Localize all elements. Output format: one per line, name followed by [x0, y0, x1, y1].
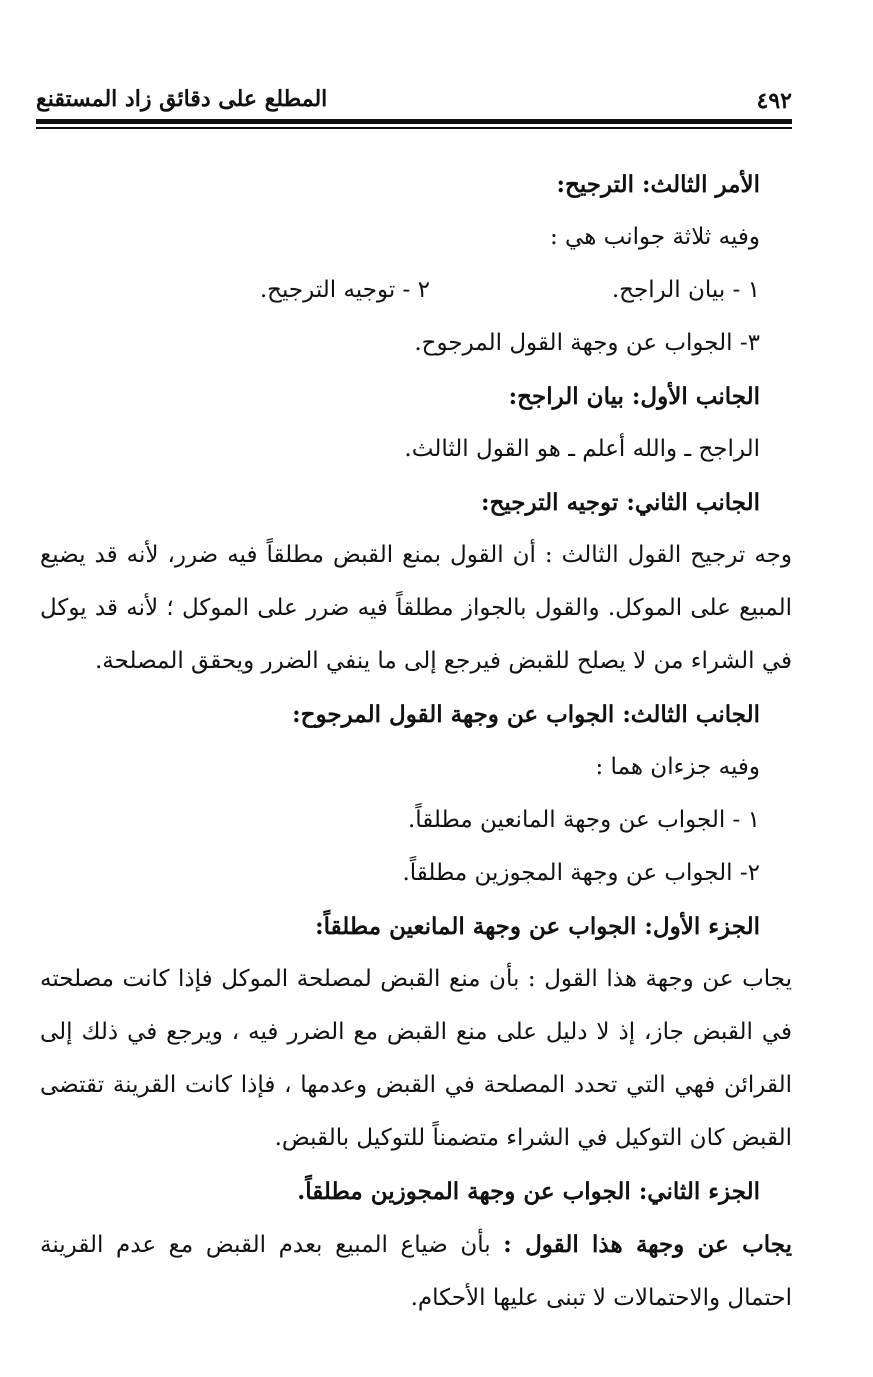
list-item: ١ - بيان الراجح. — [611, 277, 760, 303]
section-heading: الجانب الثالث: الجواب عن وجهة القول المرجوح: — [292, 701, 760, 728]
text-line: وفيه ثلاثة جوانب هي : — [550, 224, 760, 250]
paragraph: وجه ترجيح القول الثالث : أن القول بمنع القبض مطلقاً فيه ضرر، لأنه قد يضيع المبيع على الموكل. والقول بالجواز مطلقاً فيه ضرر على الموكل ؛ لأنه قد يوكل في الشراء من لا يصلح للقبض فيرجع إلى ما ينفي الضرر ويحقق المصلحة. — [40, 542, 792, 674]
paragraph-text: بأن ضياع المبيع بعدم القبض مع عدم القرينة احتمال والاحتمالات لا تبنى عليها الأحكام. — [40, 1232, 792, 1311]
list-item: ٢ - توجيه الترجيح. — [259, 277, 430, 303]
page-header — [36, 84, 792, 114]
running-title: المطلع على دقائق زاد المستقنع — [36, 86, 328, 112]
list-item: ١ - الجواب عن وجهة المانعين مطلقاً. — [407, 807, 760, 833]
section-heading: الأمر الثالث: الترجيح: — [556, 171, 760, 198]
text-line: وفيه جزءان هما : — [595, 754, 760, 780]
list-item: ٢- الجواب عن وجهة المجوزين مطلقاً. — [402, 860, 760, 886]
section-heading: الجزء الأول: الجواب عن وجهة المانعين مطلقاً: — [315, 913, 760, 940]
page-body — [40, 158, 792, 1325]
header-rule-thin — [36, 127, 792, 129]
list-item: ٣- الجواب عن وجهة القول المرجوح. — [414, 330, 760, 356]
section-heading: الجانب الثاني: توجيه الترجيح: — [481, 489, 760, 516]
page-number: ٤٩٢ — [756, 88, 792, 114]
header-rule-thick — [36, 119, 792, 124]
paragraph-lead: يجاب عن وجهة هذا القول : — [503, 1231, 792, 1258]
list-row — [40, 264, 760, 317]
section-heading: الجانب الأول: بيان الراجح: — [508, 383, 760, 410]
paragraph — [40, 1218, 792, 1325]
paragraph: يجاب عن وجهة هذا القول : بأن منع القبض لمصلحة الموكل فإذا كانت مصلحته في القبض جاز، إذ لا دليل على منع القبض مع الضرر فيه ، ويرجع في ذلك إلى القرائن فهي التي تحدد المصلحة في القبض وعدمها ، فإذا كانت القرينة تقتضى القبض كان التوكيل في الشراء متضمناً للتوكيل بالقبض. — [40, 966, 792, 1151]
section-heading: الجزء الثاني: الجواب عن وجهة المجوزين مطلقاً. — [297, 1178, 760, 1205]
text-line: الراجح ـ والله أعلم ـ هو القول الثالث. — [404, 436, 760, 462]
